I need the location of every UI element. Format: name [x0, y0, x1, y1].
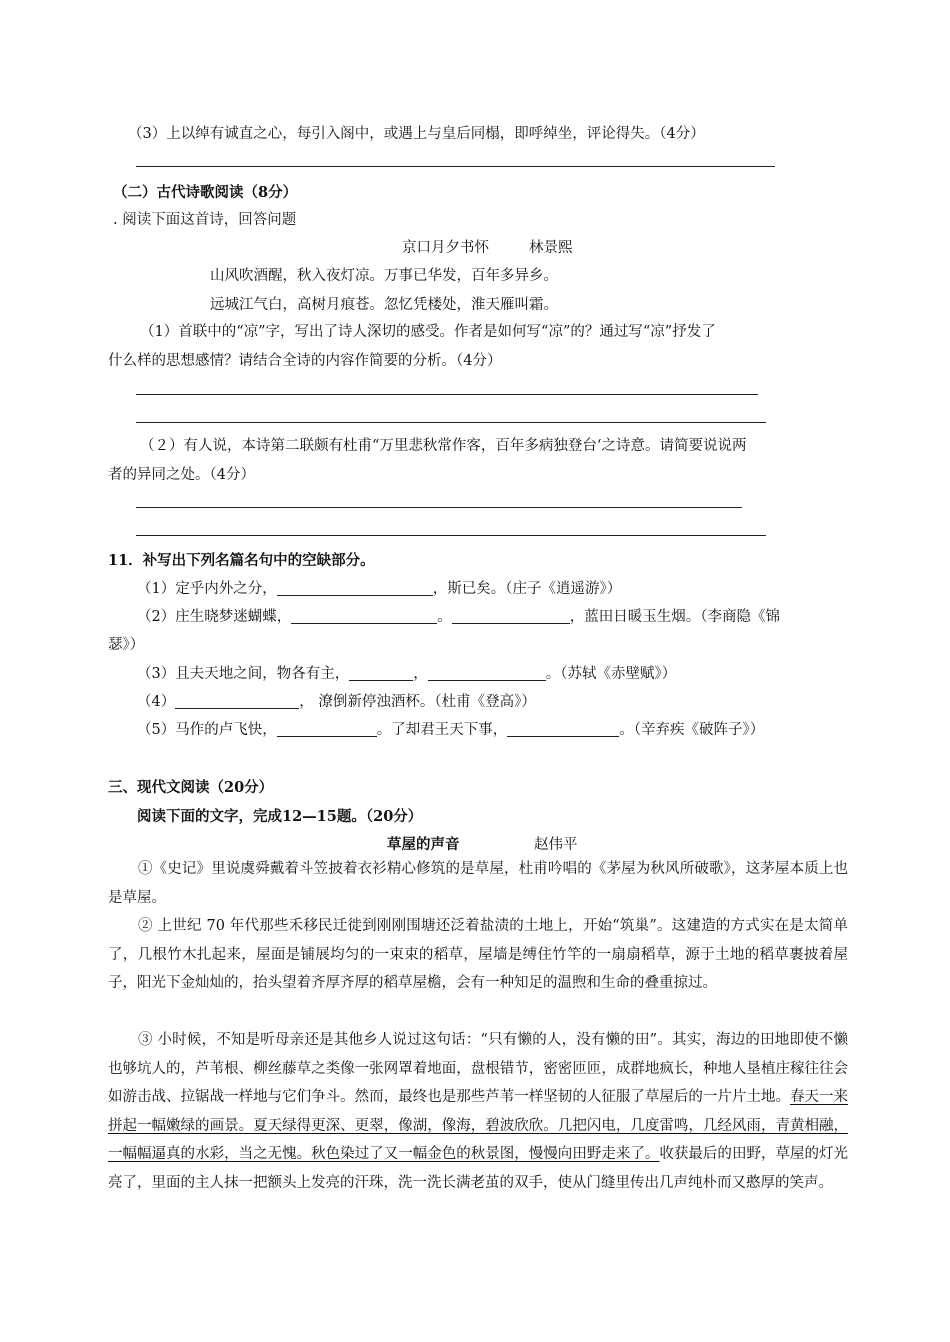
answer-line — [136, 507, 742, 508]
fill-item-4: （4） ， 潦倒新停浊酒杯。（杜甫《登高》） — [137, 694, 536, 710]
fill-blank[interactable] — [507, 720, 619, 737]
poem-line: 山风吹酒醒，秋入夜灯凉。万事已华发，百年多异乡。 — [210, 268, 558, 284]
poem-question-1-cont: 什么样的思想感情？请结合全诗的内容作简要的分析。（4分） — [108, 353, 502, 369]
section-title-poetry: （二）古代诗歌阅读（8分） — [113, 184, 298, 201]
fill-blank[interactable] — [175, 692, 299, 709]
article-paragraph-2: ② 上世纪 70 年代那些禾移民迁徙到刚刚围塘还泛着盐渍的土地上，开始“筑巢”。这建造的方式实在是太简单了，几根竹木扎起来，屋面是铺展均匀的一束束的稻草，屋墙是缚住竹竿的一扇扇稻草，源于土地的稻草裹披着屋子，阳光下金灿灿的，抬头望着齐厚齐厚的稻草屋檐，会有一种知足的温煦和生命的叠重掠过。 — [108, 918, 848, 991]
fill-blank[interactable] — [349, 664, 413, 681]
fill-item-2: （2）庄生晓梦迷蝴蝶， 。 ，蓝田日暖玉生烟。（李商隐《锦 — [137, 609, 780, 625]
article-paragraph-3: ③ 小时候，不知是听母亲还是其他乡人说过这句话：“只有懒的人，没有懒的田”。其实，海边的田地即使不懒也够坑人的，芦苇根、柳丝藤草之类像一张网罩着地面，盘根错节，密密匝匝，成群地疯长，种地人垦植庄稼往往会如游击战、拉锯战一样地与它们争斗。然而，最终也是那些芦苇一样坚韧的人征服了草屋后的一片片土地。春天一来拼起一幅嫩绿的画景。夏天绿得更深、更翠，像湖，像海，碧波欣欣。几把闪电，几度雷鸣，几经风雨，青黄相融，一幅幅逼真的水彩，当之无愧。秋色染过了又一幅金色的秋景图，慢慢向田野走来了。收获最后的田野，草屋的灯光亮了，里面的主人抹一把额头上发亮的汗珠，洗一洗长满老茧的双手，使从门缝里传出几声纯朴而又憨厚的笑声。 — [108, 1032, 849, 1191]
section-intro-poetry: . 阅读下面这首诗，回答问题 — [113, 212, 297, 228]
fill-item-1: （1）定乎内外之分， ，斯已矣。（庄子《逍遥游》） — [137, 581, 622, 597]
article-author: 赵伟平 — [534, 837, 578, 853]
article-title: 草屋的声音 — [387, 836, 460, 853]
question-3: （3）上以绰有诚直之心，每引入阁中，或遇上与皇后同榻，即呼绰坐，评论得失。（4分） — [128, 126, 705, 142]
fill-item-5: （5）马作的卢飞快， 。了却君王天下事， 。（辛弃疾《破阵子》） — [137, 722, 765, 738]
fill-item-2-cont: 瑟》） — [108, 637, 145, 653]
question-11-title: 11．补写出下列名篇名句中的空缺部分。 — [108, 552, 375, 569]
answer-line — [136, 422, 766, 423]
section-intro-prose: 阅读下面的文字，完成12—15题。（20分） — [137, 808, 423, 825]
section-title-prose: 三、现代文阅读（20分） — [108, 779, 274, 796]
poem-question-2: （２）有人说，本诗第二联颇有杜甫“万里悲秋常作客，百年多病独登台‘之诗意。请简要说说两 — [140, 438, 747, 454]
answer-line — [136, 166, 775, 167]
answer-line — [136, 535, 766, 536]
fill-blank[interactable] — [277, 579, 433, 596]
poem-title: 京口月夕书怀 — [402, 240, 489, 256]
fill-blank[interactable] — [291, 607, 437, 624]
poem-line: 远城江气白，高树月痕苍。忽忆凭楼处，淮天雁叫霜。 — [210, 297, 558, 313]
underlined-passage: 春天一来拼起一幅嫩绿的画景。夏天绿得更深、更翠，像湖，像海，碧波欣欣。几把闪电，几度雷鸣，几经风雨，青黄相融，一幅幅逼真的水彩，当之无愧。秋色染过了又一幅金色的秋景图，慢慢向田野走来了。 — [108, 1089, 848, 1162]
poem-author: 林景熙 — [529, 240, 573, 256]
fill-blank[interactable] — [277, 720, 377, 737]
poem-question-1: （1）首联中的“凉”字，写出了诗人深切的感受。作者是如何写“凉”的？通过写“凉”抒发了 — [140, 324, 716, 340]
fill-item-3: （3）且夫天地之间，物各有主， ， 。（苏轼《赤壁赋》） — [137, 666, 677, 682]
fill-blank[interactable] — [452, 607, 570, 624]
article-paragraph-1: ①《史记》里说虞舜戴着斗笠披着衣衫精心修筑的是草屋，杜甫吟唱的《茅屋为秋风所破歌》，这茅屋本质上也是草屋。 — [108, 861, 848, 906]
poem-question-2-cont: 者的异同之处。（4分） — [108, 467, 255, 483]
answer-line — [136, 394, 758, 395]
fill-blank[interactable] — [428, 664, 546, 681]
